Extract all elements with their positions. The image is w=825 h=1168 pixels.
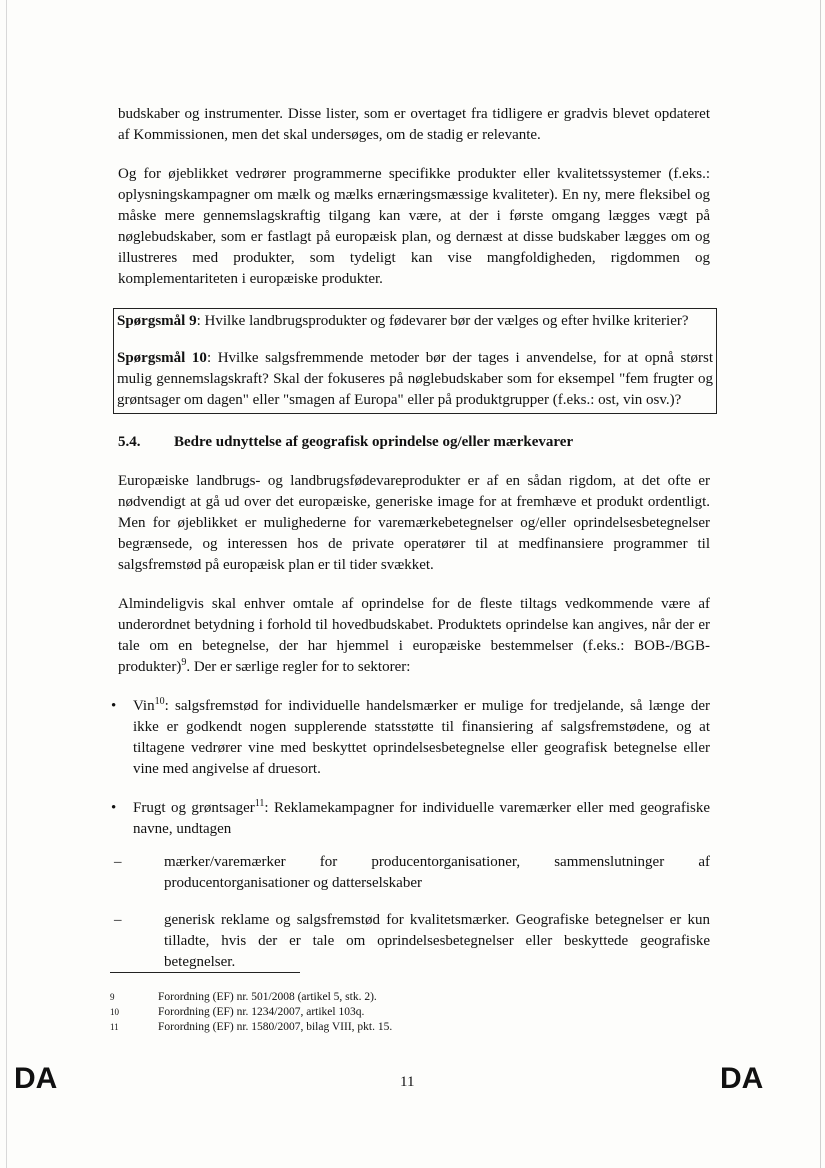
question-9-label: Spørgsmål 9 [117,313,197,329]
dash-mark: – [114,912,122,928]
dash-mark: – [114,854,122,870]
footnote-divider [110,972,300,973]
section-number: 5.4. [118,434,141,450]
paragraph-intro: budskaber og instrumenter. Disse lister, som er overtaget fra tidligere er gradvis blevet opdateret af Kommissionen, men det skal undersøges, om de stadig er relevante. [118,106,710,143]
footnote-ref-11: 11 [254,798,265,809]
question-10-label: Spørgsmål 10 [117,350,207,366]
bullet-text [133,696,710,780]
footnote-ref-9: 9 [181,657,187,668]
dash-item-brands [114,852,710,894]
footnote-10 [110,1005,392,1020]
dash-item-generic [114,910,710,973]
bullet-body: : salgsfremstød for individuelle handelsmærker er mulige for tredjelande, så længe der ikke er godkendt nogen supplerende statsstøtte til finansiering af salgsfremstødene, og at tiltagene vedrører vine med beskyttet oprindelsesbetegnelse eller geografisk betegnelse eller vine med angivelse af druesort. [133,698,710,777]
scan-edge-left [6,0,7,1168]
footnotes [110,990,392,1035]
question-10 [117,348,713,411]
paragraph-european-products: Europæiske landbrugs- og landbrugsfødevareprodukter er af en sådan rigdom, at det ofte er nødvendigt at gå ud over det europæiske, generiske image for at fremhæve et produkt ordentligt. Men for øjeblikket er mulighederne for varemærkebetegnelser og/eller oprindelsesbetegnelser begrænsede, og interessen hos de private operatører til at medfinansiere programmer til salgsfremstød på europæisk plan er til tider svækket. [118,473,710,573]
question-10-text: : Hvilke salgsfremmende metoder bør der tages i anvendelse, for at opnå størst mulig gennemslagskraft? Skal der fokuseres på nøglebudskaber som for eksempel "fem frugter og grøntsager om dagen" eller "smagen af Europa" eller på produktgrupper (f.eks.: ost, vin osv.)? [117,350,713,408]
language-code-left: DA [14,1062,58,1095]
footnote-number: 10 [110,1007,119,1017]
section-title: Bedre udnyttelse af geografisk oprindelse og/eller mærkevarer [174,434,574,450]
footnote-9 [110,990,392,1005]
scan-edge-right [820,0,821,1168]
section-heading [118,432,710,453]
bullet-mark: • [111,698,117,714]
footnote-number: 9 [110,992,115,1002]
paragraph-origin-tail: . Der er særlige regler for to sektorer: [186,659,411,675]
language-code-right: DA [720,1062,764,1095]
question-9 [117,311,713,332]
main-content [111,104,713,989]
paragraph-origin-text: Almindeligvis skal enhver omtale af oprindelse for de fleste tiltags vedkommende være af underordnet betydning i forhold til hovedbudskabet. Produktets oprindelse kan angives, når der er tale om en betegnelse, der har hjemmel i europæiske bestemmelser (f.eks.: BOB-/BGB-produkter) [118,596,710,675]
footnote-text: Forordning (EF) nr. 501/2008 (artikel 5, stk. 2). [158,991,377,1003]
bullet-text [133,798,710,840]
footnote-text: Forordning (EF) nr. 1580/2007, bilag VIII, pkt. 15. [158,1021,393,1033]
footnote-text: Forordning (EF) nr. 1234/2007, artikel 103q. [158,1006,365,1018]
paragraph-origin [118,594,710,678]
bullet-item-wine [111,696,710,780]
bullet-body: : Reklamekampagner for individuelle varemærker eller med geografiske navne, undtagen [133,800,710,837]
bullet-lead: Frugt og grøntsager [133,800,255,816]
bullet-item-fruit [111,798,710,840]
questions-box [113,308,717,414]
dash-text: generisk reklame og salgsfremstød for kvalitetsmærker. Geografiske betegnelser er kun tilladte, hvis der er tale om oprindelsesbetegnelser eller beskyttede geografiske betegnelser. [164,912,710,970]
bullet-mark: • [111,800,117,816]
page-number: 11 [400,1074,415,1090]
question-9-text: : Hvilke landbrugsprodukter og fødevarer bør der vælges og efter hvilke kriterier? [196,313,689,329]
bullet-lead: Vin [133,698,155,714]
dash-text: mærker/varemærker for producentorganisationer, sammenslutninger af producentorganisationer og datterselskaber [164,854,710,891]
footnote-11 [110,1020,392,1035]
footnote-ref-10: 10 [154,696,165,707]
footnote-number: 11 [110,1022,119,1032]
paragraph-programmes: Og for øjeblikket vedrører programmerne specifikke produkter eller kvalitetssystemer (f.eks.: oplysningskampagner om mælk og mælks ernæringsmæssige kvaliteter). En ny, mere fleksibel og måske mere gennemslagskraftig tilgang kan være, at der i første omgang lægges vægt på nøglebudskaber, som er fastlagt på europæisk plan, og dernæst at disse budskaber lægges om og illustreres med produkter, som tydeligt kan vise mangfoldigheden, rigdommen og komplementariteten i europæiske produkter. [118,166,710,287]
